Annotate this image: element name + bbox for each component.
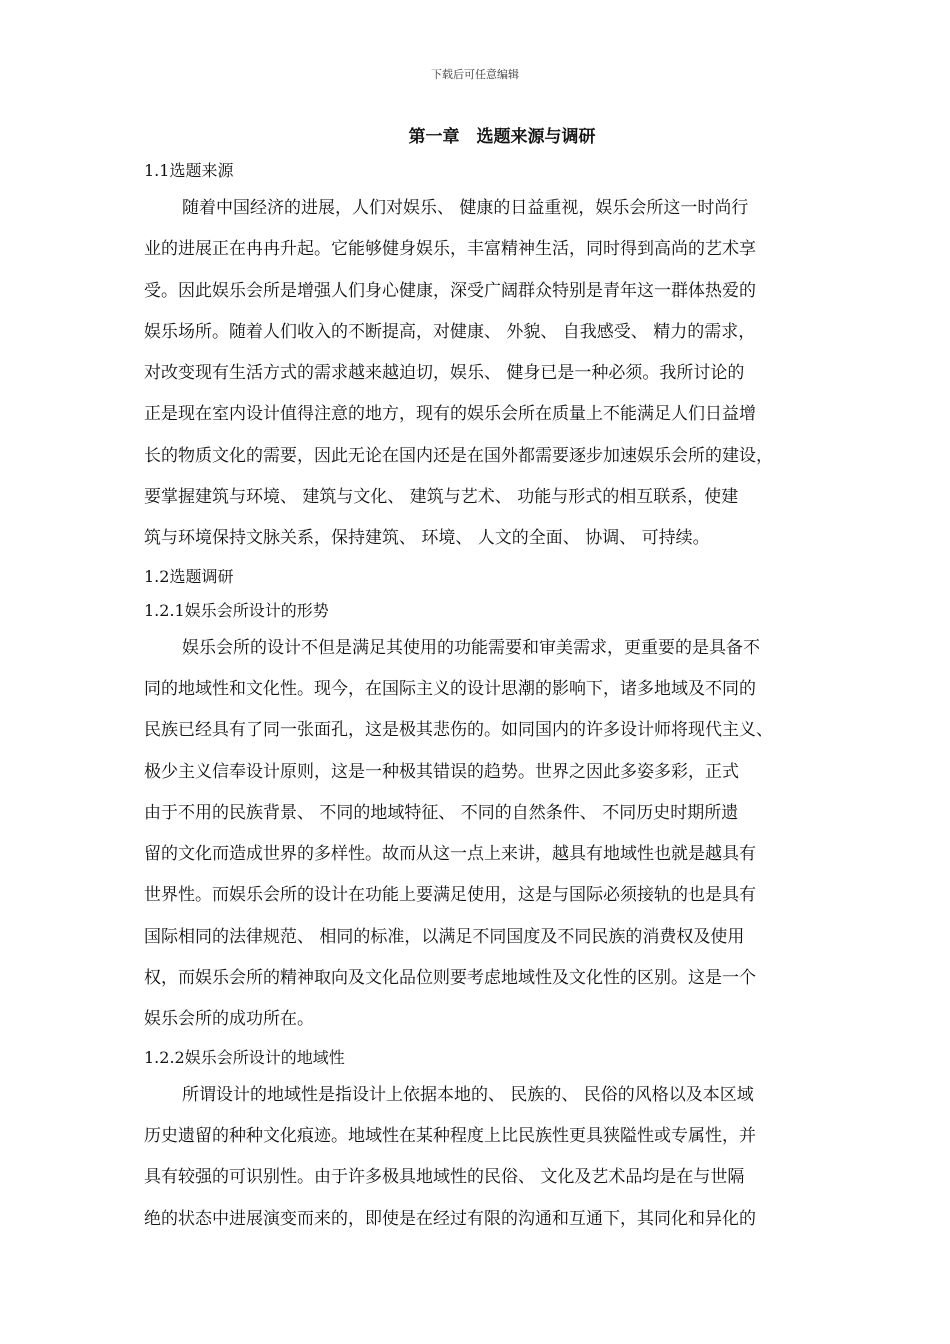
paragraph-line: 世界性。而娱乐会所的设计在功能上要满足使用，这是与国际必须接轨的也是具有 (144, 885, 756, 906)
paragraph-line: 娱乐场所。随着人们收入的不断提高，对健康、 外貌、 自我感受、 精力的需求， (144, 321, 756, 342)
paragraph-line: 对改变现有生活方式的需求越来越迫切，娱乐、 健身已是一种必须。我所讨论的 (144, 363, 745, 384)
paragraph-1-1 (144, 188, 836, 560)
paragraph-line: 极少主义信奉设计原则，这是一种极其错误的趋势。世界之因此多姿多彩，正式 (144, 761, 739, 782)
paragraph-line: 权，而娱乐会所的精神取向及文化品位则要考虑地域性及文化性的区别。这是一个 (144, 968, 756, 989)
paragraph-1-2-1 (144, 628, 836, 1041)
paragraph-line: 绝的状态中进展演变而来的，即使是在经过有限的沟通和互通下，其同化和异化的 (144, 1208, 756, 1229)
document-body (144, 120, 836, 1240)
paragraph-line: 正是现在室内设计值得注意的地方，现有的娱乐会所在质量上不能满足人们日益增 (144, 404, 756, 425)
chapter-title: 第一章 选题来源与调研 (408, 127, 596, 147)
paragraph-line: 要掌握建筑与环境、 建筑与文化、 建筑与艺术、 功能与形式的相互联系，使建 (144, 487, 739, 508)
paragraph-line: 娱乐会所的设计不但是满足其使用的功能需要和审美需求，更重要的是具备不 (182, 637, 760, 658)
paragraph-line: 留的文化而造成世界的多样性。故而从这一点上来讲，越具有地域性也就是越具有 (144, 844, 756, 865)
paragraph-line: 受。因此娱乐会所是增强人们身心健康，深受广阔群众特别是青年这一群体热爱的 (144, 280, 756, 301)
paragraph-line: 所谓设计的地域性是指设计上依据本地的、 民族的、 民俗的风格以及本区域 (182, 1084, 754, 1105)
section-heading-1-1: 1.1选题来源 (144, 161, 234, 180)
paragraph-line: 由于不用的民族背景、 不同的地域特征、 不同的自然条件、 不同历史时期所遗 (144, 802, 739, 823)
paragraph-line: 同的地域性和文化性。现今，在国际主义的设计思潮的影响下，诸多地域及不同的 (144, 678, 756, 699)
section-heading-1-2-1: 1.2.1娱乐会所设计的形势 (144, 600, 329, 620)
paragraph-line: 历史遗留的种种文化痕迹。地域性在某种程度上比民族性更具狭隘性或专属性，并 (144, 1125, 756, 1146)
paragraph-line: 具有较强的可识别性。由于许多极具地域性的民俗、 文化及艺术品均是在与世隔 (144, 1167, 745, 1188)
paragraph-line: 筑与环境保持文脉关系，保持建筑、 环境、 人文的全面、 协调、 可持续。 (144, 528, 710, 549)
section-heading-1-2: 1.2选题调研 (144, 566, 234, 586)
paragraph-line: 娱乐会所的成功所在。 (144, 1009, 314, 1030)
paragraph-1-2-2 (144, 1075, 836, 1240)
paragraph-line: 随着中国经济的进展，人们对娱乐、 健康的日益重视，娱乐会所这一时尚行 (182, 198, 749, 218)
paragraph-line: 业的进展正在冉冉升起。它能够健身娱乐，丰富精神生活，同时得到高尚的艺术享 (144, 239, 756, 260)
section-heading-1-2-2: 1.2.2娱乐会所设计的地域性 (144, 1047, 345, 1067)
paragraph-line: 长的物质文化的需要，因此无论在国内还是在国外都需要逐步加速娱乐会所的建设， (144, 445, 773, 466)
paragraph-line: 民族已经具有了同一张面孔，这是极其悲伤的。如同国内的许多设计师将现代主义、 (144, 720, 773, 741)
paragraph-line: 国际相同的法律规范、 相同的标准，以满足不同国度及不同民族的消费权及使用 (144, 926, 745, 947)
header-note: 下载后可任意编辑 (431, 68, 519, 81)
